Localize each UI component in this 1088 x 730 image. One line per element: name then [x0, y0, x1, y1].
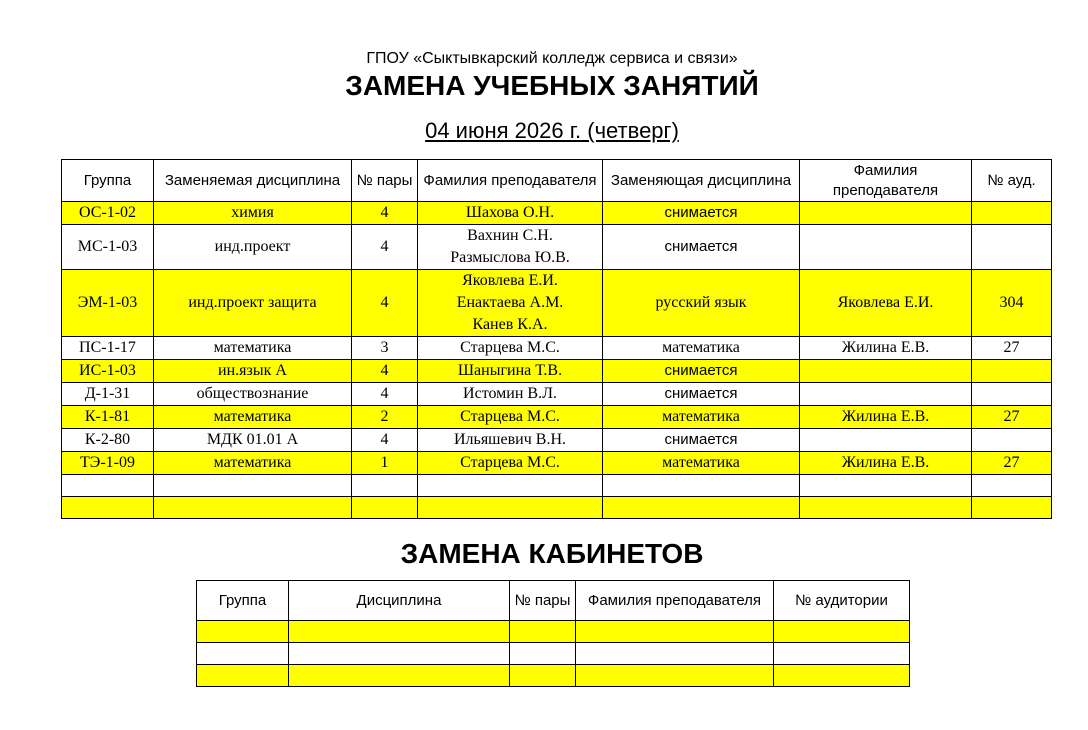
cell-teacher [418, 225, 603, 270]
cell-discipline: математика [154, 452, 352, 475]
teacher-name: Шаныгина Т.В. [457, 362, 563, 379]
cell-room [972, 225, 1052, 270]
cell-discipline: химия [154, 202, 352, 225]
cell [774, 621, 910, 643]
cell [197, 621, 289, 643]
cell-room [972, 383, 1052, 406]
cell-new-teacher [800, 225, 972, 270]
cell-new-teacher: Жилина Е.В. [800, 406, 972, 429]
replacement-table [61, 159, 1052, 519]
table-row [62, 383, 1052, 406]
cell [800, 497, 972, 519]
table-row [62, 337, 1052, 360]
teacher-name: Яковлева Е.И. [462, 272, 558, 289]
cell [774, 643, 910, 665]
header-teacher: Фамилия преподавателя [418, 160, 603, 202]
cell [352, 497, 418, 519]
table-row [62, 202, 1052, 225]
cell-teacher [418, 406, 603, 429]
cabinet-row [197, 621, 910, 643]
cab-header-pair: № пары [510, 581, 576, 621]
table-row-empty [62, 497, 1052, 519]
cell-pair: 3 [352, 337, 418, 360]
cell-group: К-2-80 [62, 429, 154, 452]
cell [603, 497, 800, 519]
teacher-name: Старцева М.С. [460, 339, 560, 356]
cell-room: 27 [972, 406, 1052, 429]
header-group: Группа [62, 160, 154, 202]
cell-discipline: математика [154, 337, 352, 360]
cell [154, 475, 352, 497]
cell-teacher [418, 360, 603, 383]
cell-group: Д-1-31 [62, 383, 154, 406]
header-new-teacher: Фамилия преподавателя [800, 160, 972, 202]
table-row [62, 429, 1052, 452]
cell-new-discipline: снимается [603, 383, 800, 406]
cell-teacher [418, 429, 603, 452]
table-row [62, 225, 1052, 270]
cell-teacher [418, 383, 603, 406]
header-pair: № пары [352, 160, 418, 202]
cell [576, 643, 774, 665]
cell-pair: 4 [352, 202, 418, 225]
cell [352, 475, 418, 497]
cell-teacher [418, 202, 603, 225]
cabinets-title: ЗАМЕНА КАБИНЕТОВ [400, 538, 704, 569]
cell-new-discipline: математика [603, 452, 800, 475]
cell-new-discipline: русский язык [603, 270, 800, 337]
table-row [62, 360, 1052, 383]
cell [576, 621, 774, 643]
cell-discipline: обществознание [154, 383, 352, 406]
cell [800, 475, 972, 497]
college-name: ГПОУ «Сыктывкарский колледж сервиса и связи» [366, 50, 738, 67]
cell-room [972, 202, 1052, 225]
header-new-discipline: Заменяющая дисциплина [603, 160, 800, 202]
table-row [62, 406, 1052, 429]
teacher-name: Шахова О.Н. [465, 204, 555, 221]
cabinet-table [196, 580, 910, 687]
teacher-name: Енактаева А.М. [456, 294, 564, 311]
cell-pair: 1 [352, 452, 418, 475]
cell-group: ТЭ-1-09 [62, 452, 154, 475]
cell-teacher [418, 270, 603, 337]
cabinet-row [197, 643, 910, 665]
cell-new-teacher [800, 383, 972, 406]
cell [418, 475, 603, 497]
cell-group: ИС-1-03 [62, 360, 154, 383]
cab-header-group: Группа [197, 581, 289, 621]
cell-pair: 4 [352, 360, 418, 383]
cell-group: ЭМ-1-03 [62, 270, 154, 337]
cell-room [972, 360, 1052, 383]
cell-teacher [418, 452, 603, 475]
cell [972, 475, 1052, 497]
cell-pair: 4 [352, 383, 418, 406]
cell-discipline: математика [154, 406, 352, 429]
cell-new-teacher [800, 429, 972, 452]
table-header-row [62, 160, 1052, 202]
cell-new-teacher [800, 202, 972, 225]
cell-new-discipline: снимается [603, 429, 800, 452]
cab-header-teacher: Фамилия преподавателя [576, 581, 774, 621]
teacher-name: Старцева М.С. [460, 454, 560, 471]
cell-new-teacher: Яковлева Е.И. [800, 270, 972, 337]
cell-room: 27 [972, 452, 1052, 475]
cell-new-discipline: снимается [603, 360, 800, 383]
cell-pair: 4 [352, 270, 418, 337]
cell [197, 643, 289, 665]
table-row-empty [62, 475, 1052, 497]
cab-header-room: № аудитории [774, 581, 910, 621]
cell [418, 497, 603, 519]
cell-pair: 4 [352, 429, 418, 452]
teacher-name: Старцева М.С. [460, 408, 560, 425]
cell-room: 27 [972, 337, 1052, 360]
cell [289, 665, 510, 687]
date-text: 04 июня 2026 г. (четверг) [425, 118, 679, 143]
cell [289, 621, 510, 643]
cell [774, 665, 910, 687]
teacher-name: Истомин В.Л. [463, 385, 557, 402]
date-line [0, 118, 1088, 144]
cell-new-teacher: Жилина Е.В. [800, 452, 972, 475]
cell-new-discipline: снимается [603, 202, 800, 225]
cell-new-discipline: математика [603, 337, 800, 360]
cell [510, 665, 576, 687]
cell-discipline: ин.язык А [154, 360, 352, 383]
cell [510, 643, 576, 665]
cell-new-discipline: снимается [603, 225, 800, 270]
page-title: ЗАМЕНА УЧЕБНЫХ ЗАНЯТИЙ [345, 70, 759, 101]
cabinet-header-row [197, 581, 910, 621]
teacher-name: Размыслова Ю.В. [450, 249, 570, 266]
cell-new-teacher: Жилина Е.В. [800, 337, 972, 360]
cell-room: 304 [972, 270, 1052, 337]
teacher-name: Вахнин С.Н. [467, 227, 553, 244]
cell [972, 497, 1052, 519]
cell [510, 621, 576, 643]
teacher-name: Канев К.А. [472, 316, 548, 333]
cell [62, 497, 154, 519]
header-discipline: Заменяемая дисциплина [154, 160, 352, 202]
teacher-name: Ильяшевич В.Н. [453, 431, 566, 448]
cabinet-row [197, 665, 910, 687]
cell-discipline: МДК 01.01 А [154, 429, 352, 452]
cell-group: ОС-1-02 [62, 202, 154, 225]
cell-new-teacher [800, 360, 972, 383]
cab-header-discipline: Дисциплина [289, 581, 510, 621]
table-row [62, 452, 1052, 475]
cell-pair: 4 [352, 225, 418, 270]
cell-discipline: инд.проект защита [154, 270, 352, 337]
cell-teacher [418, 337, 603, 360]
cell-room [972, 429, 1052, 452]
cell-pair: 2 [352, 406, 418, 429]
cell [62, 475, 154, 497]
cell-group: МС-1-03 [62, 225, 154, 270]
cell [289, 643, 510, 665]
cell [154, 497, 352, 519]
cell-group: ПС-1-17 [62, 337, 154, 360]
cell-discipline: инд.проект [154, 225, 352, 270]
table-row [62, 270, 1052, 337]
cell-group: К-1-81 [62, 406, 154, 429]
cell [197, 665, 289, 687]
cell [576, 665, 774, 687]
cell-new-discipline: математика [603, 406, 800, 429]
cell [603, 475, 800, 497]
header-room: № ауд. [972, 160, 1052, 202]
